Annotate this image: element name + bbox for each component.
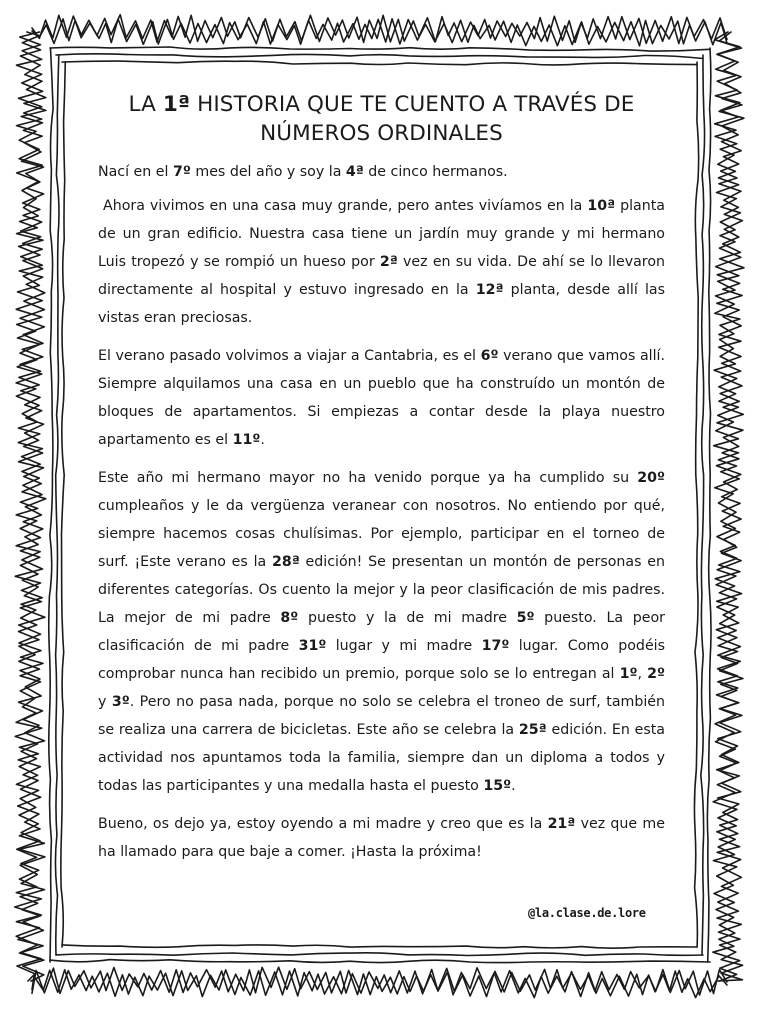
- text-run: El verano pasado volvimos a viajar a Cantabria, es el: [98, 348, 481, 364]
- ordinal-number: 12ª: [475, 282, 504, 298]
- border-line: [694, 62, 698, 947]
- text-run: Este año mi hermano mayor no ha venido porque ya ha cumplido su: [98, 470, 638, 486]
- text-run: puesto. La peor clasificación de mi padre: [98, 610, 665, 654]
- text-run: lugar y mi madre: [326, 638, 482, 654]
- text-run: verano que vamos allí. Siempre alquilamos una casa en un pueblo que ha construído un montón de bloques de apartamentos. Si empiezas a contar desde la playa nuestro apartamento es el: [98, 348, 666, 448]
- text-run: mes del año y soy la: [190, 164, 346, 180]
- ordinal-number: 10ª: [587, 198, 616, 214]
- border-line: [56, 54, 703, 59]
- ordinal-number: 28ª: [272, 554, 300, 570]
- ordinal-number: 21ª: [547, 816, 576, 832]
- ordinal-number: 2ª: [379, 254, 398, 270]
- ordinal-number: 11º: [232, 432, 261, 448]
- ordinal-number: 15º: [483, 778, 512, 794]
- border-line: [49, 48, 53, 962]
- text-run: puesto y la de mi madre: [298, 610, 517, 626]
- ordinal-number: 17º: [481, 638, 510, 654]
- paragraph-2: [98, 192, 665, 332]
- ordinal-number: 1º: [619, 666, 638, 682]
- ordinal-number: 4ª: [345, 164, 364, 180]
- border-line: [61, 62, 65, 947]
- border-line: [55, 55, 59, 955]
- text-run: cumpleaños y le da vergüenza veranear con nosotros. No entiendo por qué, siempre hacemos cosas chulísimas. Por ejemplo, participar en el torneo de surf. ¡Este verano es la: [98, 498, 665, 570]
- title-ordinal: 1ª: [162, 92, 191, 117]
- ordinal-number: 2º: [647, 666, 665, 682]
- border-line: [50, 960, 710, 963]
- text-run: planta, desde allí las vistas eran preciosas.: [98, 282, 665, 326]
- ordinal-number: 8º: [280, 610, 299, 626]
- border-line: [62, 945, 697, 948]
- text-run: lugar. Como podéis comprobar nunca han recibido un premio, porque solo se lo entregan al: [98, 638, 665, 682]
- title-pre: LA: [128, 92, 163, 117]
- ordinal-number: 7º: [172, 164, 191, 180]
- paragraph-3: [98, 342, 665, 454]
- text-run: edición! Se presentan un montón de personas en diferentes categorías. Os cuento la mejor y la peor clasificación de mis padres. La mejor de mi padre: [98, 554, 665, 626]
- ordinal-number: 25ª: [518, 722, 547, 738]
- border-line: [62, 61, 697, 65]
- text-run: vez en su vida. De ahí se lo llevaron directamente al hospital y estuvo ingresado en la: [98, 254, 665, 298]
- border-line: [701, 55, 705, 955]
- border-line: [707, 48, 711, 962]
- border-scribble: [713, 32, 742, 981]
- title-post: HISTORIA QUE TE CUENTO A TRAVÉS DE NÚMEROS ORDINALES: [190, 92, 635, 146]
- border-scribble: [716, 32, 744, 981]
- paragraph-5: [98, 810, 665, 866]
- paragraph-1: [98, 158, 665, 186]
- ordinal-number: 20º: [637, 470, 665, 486]
- paragraph-4: [98, 464, 665, 800]
- text-run: Nací en el: [98, 164, 173, 180]
- text-run: Bueno, os dejo ya, estoy oyendo a mi madre y creo que es la: [98, 816, 548, 832]
- text-run: planta de un gran edificio. Nuestra casa tiene un jardín muy grande y mi hermano Luis tropezó y se rompió un hueso por: [98, 198, 665, 270]
- text-run: . Pero no pasa nada, porque no solo se celebra el troneo de surf, también se realiza una carrera de bicicletas. Este año se celebra la: [98, 694, 665, 738]
- ordinal-number: 5º: [516, 610, 535, 626]
- text-run: y: [98, 694, 112, 710]
- border-line: [50, 47, 710, 51]
- text-run: edición. En esta actividad nos apuntamos toda la familia, siempre dan un diploma a todos y todas las participantes y una medalla hasta el puesto: [98, 722, 665, 794]
- border-line: [56, 953, 703, 956]
- ordinal-number: 3º: [111, 694, 130, 710]
- page-title: [98, 90, 665, 148]
- text-run: de cinco hermanos.: [363, 164, 508, 180]
- text-run: .: [511, 778, 516, 794]
- text-run: ,: [637, 666, 648, 682]
- story-content: [98, 90, 665, 876]
- text-run: vez que me ha llamado para que baje a comer. ¡Hasta la próxima!: [98, 816, 665, 860]
- author-signature: @la.clase.de.lore: [528, 906, 646, 920]
- ordinal-number: 31º: [298, 638, 327, 654]
- ordinal-number: 6º: [480, 348, 499, 364]
- text-run: .: [260, 432, 265, 448]
- text-run: Ahora vivimos en una casa muy grande, pero antes vivíamos en la: [98, 198, 588, 214]
